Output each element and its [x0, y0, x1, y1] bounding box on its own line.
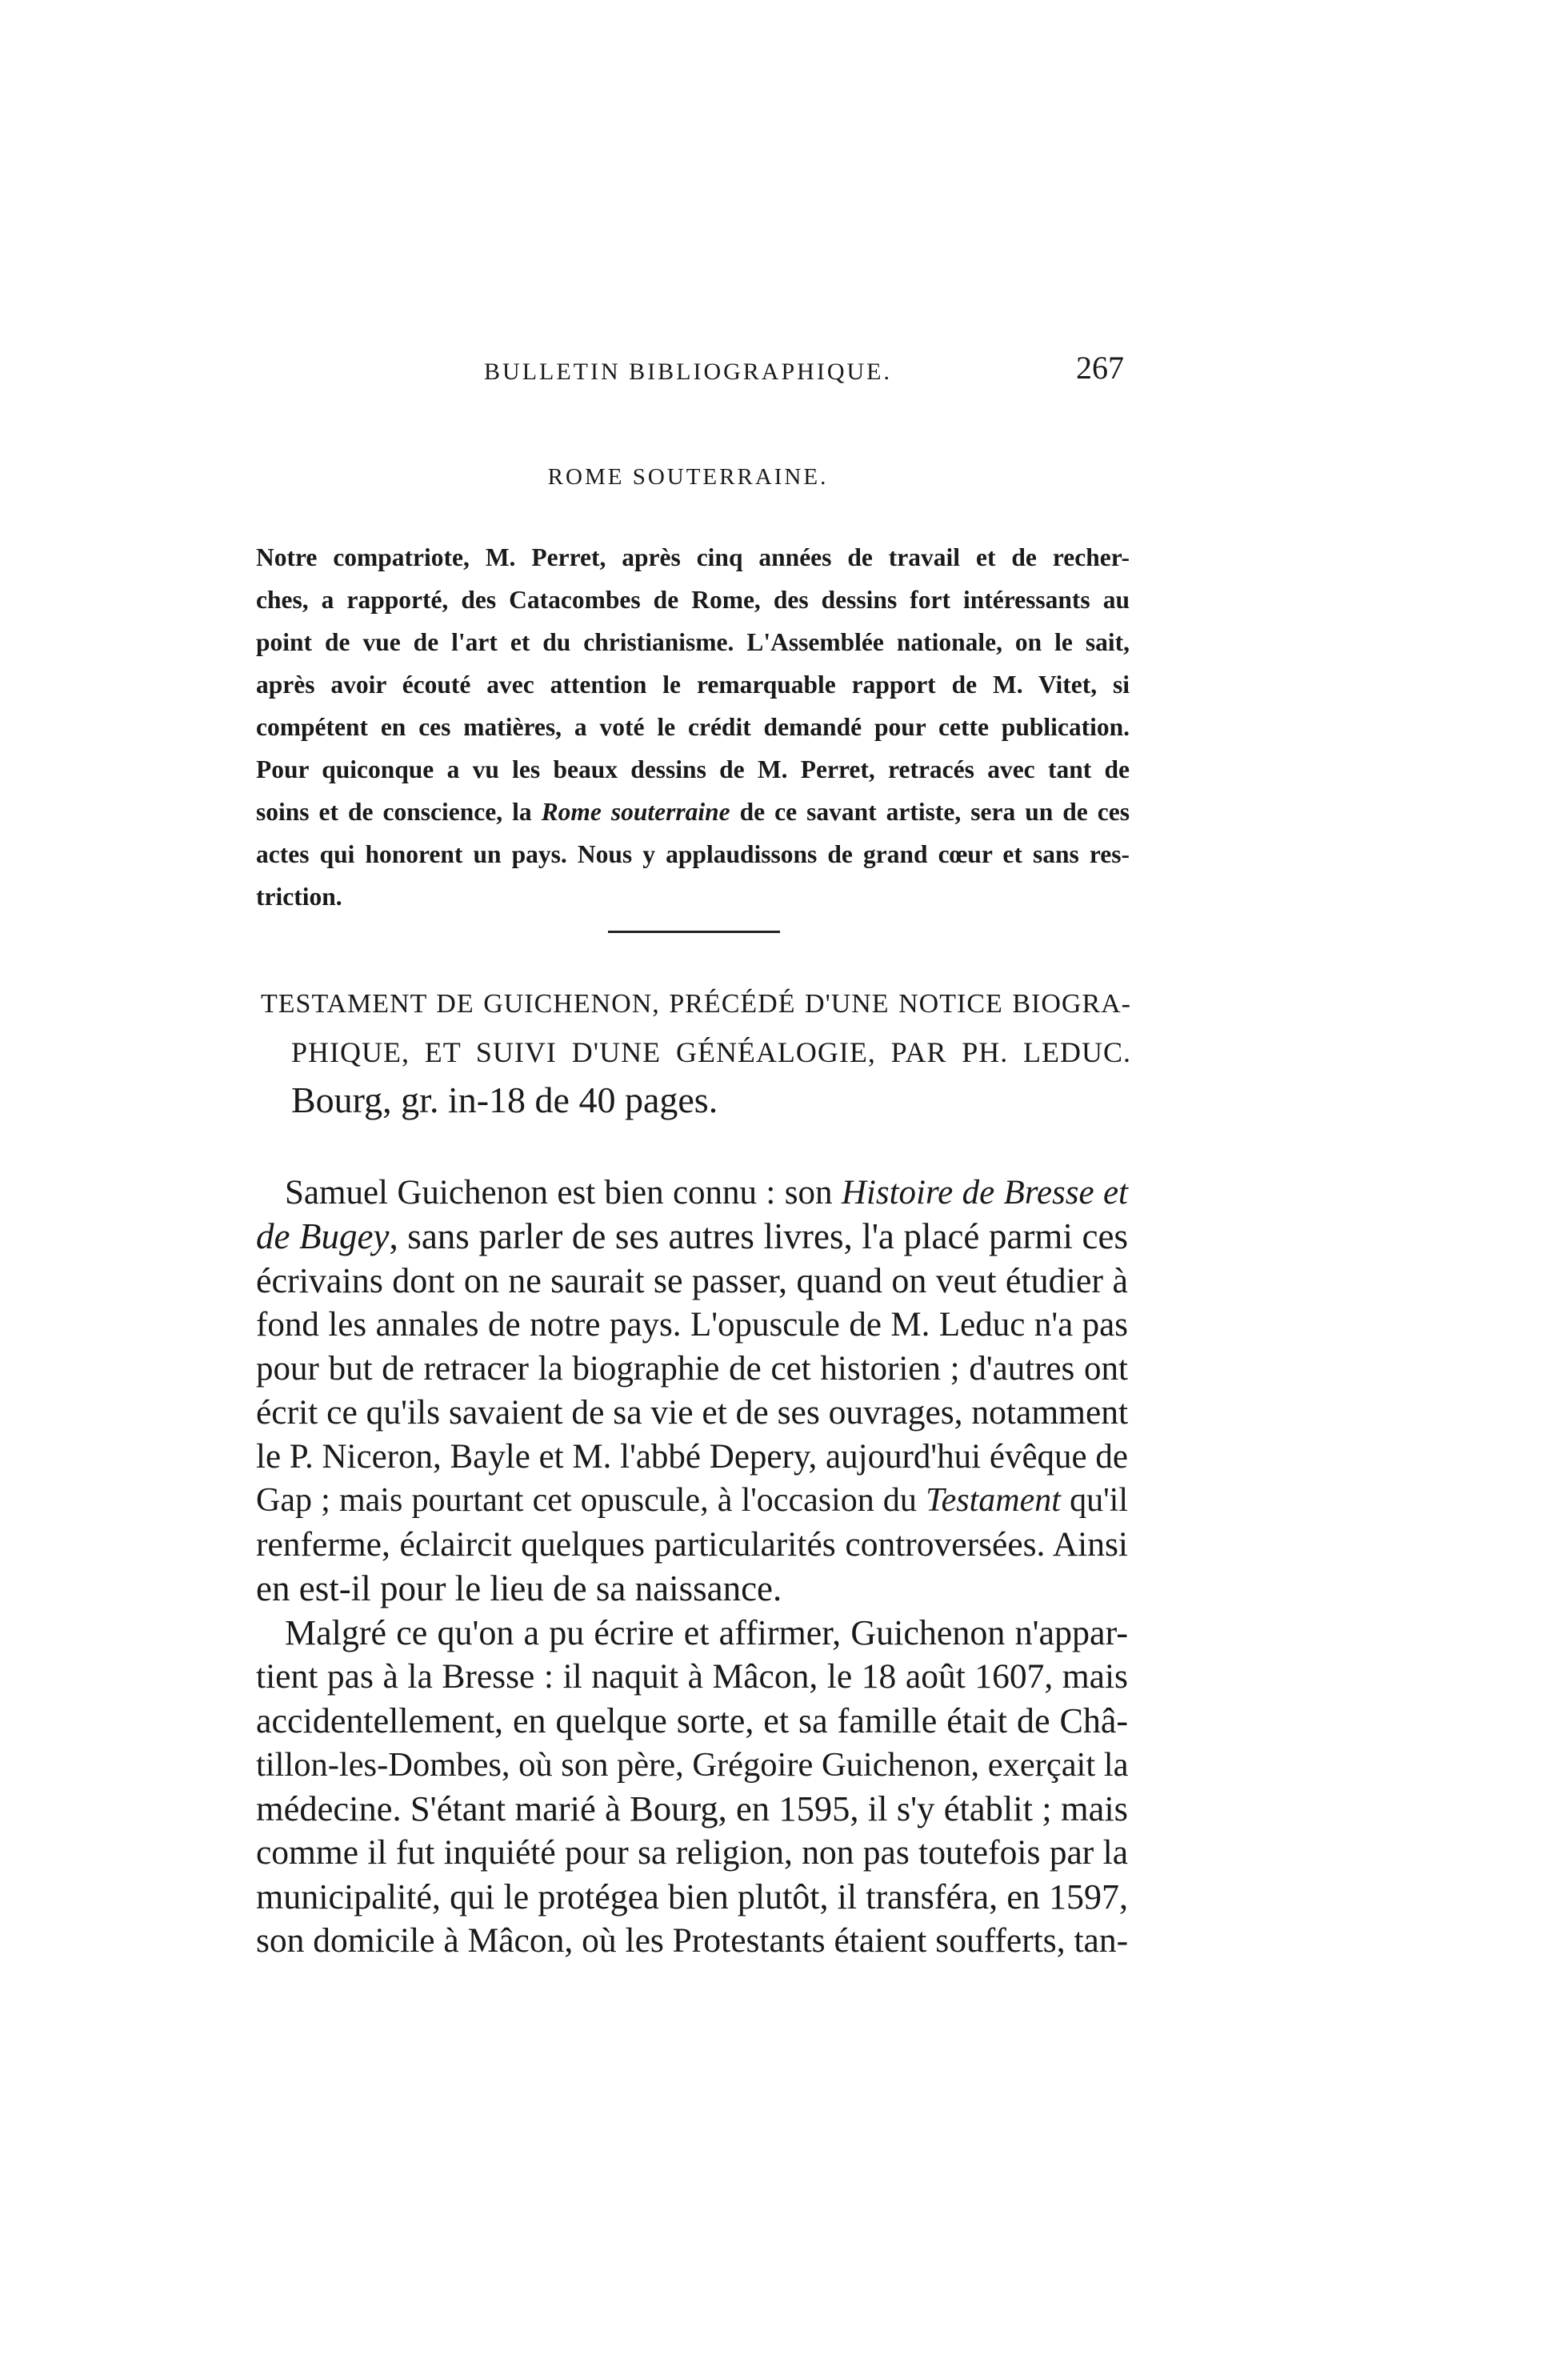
body-line: en est-il pour le lieu de sa naissance.: [256, 1568, 782, 1608]
running-head: [252, 344, 1124, 392]
running-title: BULLETIN BIBLIOGRAPHIQUE.: [484, 358, 892, 385]
body-line: Samuel Guichenon est bien connu : son Histoire de Bresse et: [285, 1174, 1129, 1212]
body-text: [256, 1171, 1128, 1963]
section-paragraph: [256, 536, 1130, 918]
paragraph-line: Pour quiconque a vu les beaux dessins de M. Perret, retracés avec tant de: [256, 755, 1130, 783]
notice-line: PHIQUE, ET SUIVI D'UNE GÉNÉALOGIE, PAR PH. LEDUC.: [291, 1036, 1131, 1068]
body-line: écrivains dont on ne saurait se passer, quand on veut étudier à: [256, 1261, 1128, 1300]
body-line: municipalité, qui le protégea bien plutôt, il transféra, en 1597,: [256, 1877, 1128, 1916]
body-line: tillon-les-Dombes, où son père, Grégoire Guichenon, exerçait la: [256, 1746, 1129, 1784]
section-title: ROME SOUTERRAINE.: [547, 464, 829, 490]
body-line: de Bugey, sans parler de ses autres livres, l'a placé parmi ces: [256, 1216, 1128, 1256]
body-line: accidentellement, en quelque sorte, et sa famille était de Châ-: [256, 1701, 1128, 1740]
body-line: le P. Niceron, Bayle et M. l'abbé Depery, aujourd'hui évêque de: [256, 1438, 1128, 1476]
paragraph-line: point de vue de l'art et du christianisme. L'Assemblée nationale, on le sait,: [256, 628, 1130, 656]
body-line: renferme, éclaircit quelques particularités controversées. Ainsi: [256, 1525, 1128, 1564]
body-line: pour but de retracer la biographie de cet historien ; d'autres ont: [256, 1350, 1128, 1388]
paragraph-line: Notre compatriote, M. Perret, après cinq années de travail et de recher-: [256, 543, 1130, 571]
body-line: Malgré ce qu'on a pu écrire et affirmer, Guichenon n'appar-: [285, 1613, 1128, 1652]
notice-line: Bourg, gr. in-18 de 40 pages.: [291, 1079, 718, 1120]
body-line: écrit ce qu'ils savaient de sa vie et de ses ouvrages, notamment: [256, 1393, 1129, 1432]
notice-line: TESTAMENT DE GUICHENON, PRÉCÉDÉ D'UNE NOTICE BIOGRA-: [261, 989, 1131, 1019]
paragraph-line: soins et de conscience, la Rome souterraine de ce savant artiste, sera un de ces: [256, 798, 1130, 826]
paragraph-line: ches, a rapporté, des Catacombes de Rome, des dessins fort intéressants au: [256, 586, 1130, 614]
body-line: son domicile à Mâcon, où les Protestants étaient soufferts, tan-: [256, 1921, 1129, 1960]
section-divider: [608, 931, 780, 933]
page-number: 267: [1076, 350, 1124, 386]
body-line: Gap ; mais pourtant cet opuscule, à l'occasion du Testament qu'il: [256, 1482, 1129, 1519]
body-line: fond les annales de notre pays. L'opuscule de M. Leduc n'a pas: [256, 1306, 1128, 1344]
body-line: médecine. S'étant marié à Bourg, en 1595, il s'y établit ; mais: [256, 1788, 1128, 1828]
book-notice: [261, 980, 1131, 1124]
paragraph-line: compétent en ces matières, a voté le crédit demandé pour cette publication.: [256, 713, 1130, 741]
paragraph-line: après avoir écouté avec attention le remarquable rapport de M. Vitet, si: [256, 671, 1130, 699]
body-line: comme il fut inquiété pour sa religion, non pas toutefois par la: [256, 1833, 1128, 1872]
body-line: tient pas à la Bresse : il naquit à Mâcon, le 18 août 1607, mais: [256, 1657, 1128, 1696]
paragraph-line: triction.: [256, 883, 342, 911]
paragraph-line: actes qui honorent un pays. Nous y applaudissons de grand cœur et sans res-: [256, 840, 1130, 868]
